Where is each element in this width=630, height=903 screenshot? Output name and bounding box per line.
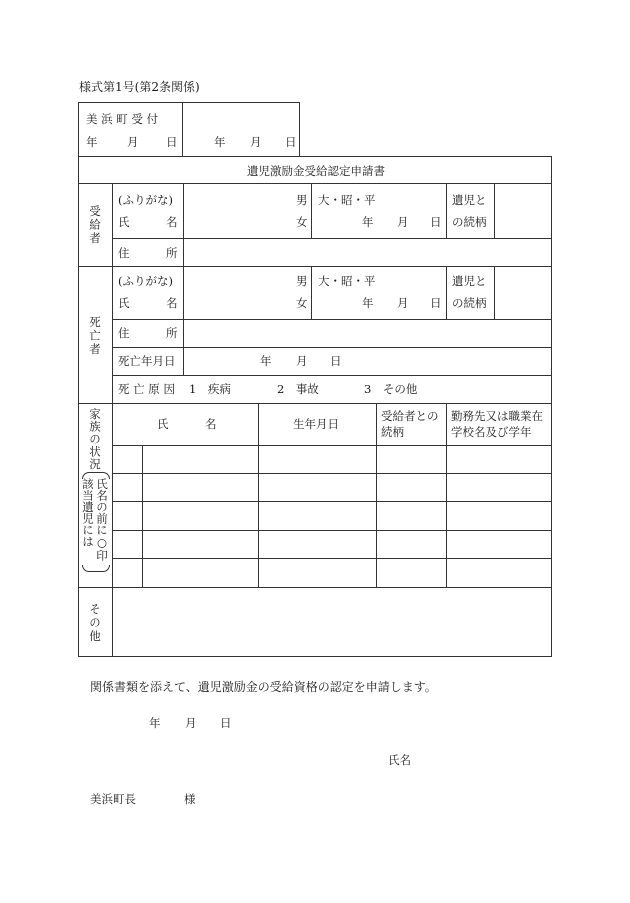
deceased-relation-divider — [446, 266, 447, 319]
deceased-address-label-2: 所 — [166, 326, 178, 340]
apply-year: 年 — [149, 716, 161, 730]
family-header-relation-1: 受給者との — [381, 409, 439, 423]
family-row-line-1 — [112, 473, 552, 474]
table-top-line — [78, 156, 552, 157]
family-note-line-2: 該当遺児には — [81, 478, 95, 547]
family-mark-divider — [142, 445, 143, 587]
death-cause-1: 1 疾病 — [189, 382, 231, 396]
death-cause-2: 2 事故 — [277, 382, 319, 396]
deceased-relation-label-1: 遺児と — [452, 274, 487, 288]
death-cause-label: 死 亡 原 因 — [118, 382, 175, 396]
deceased-era: 大・昭・平 — [318, 274, 376, 288]
family-birthdate-divider — [258, 403, 259, 587]
deceased-birth-day: 日 — [430, 296, 442, 310]
receipt-day-right: 日 — [285, 135, 297, 149]
recipient-relation-label-2: の続柄 — [452, 215, 487, 229]
deceased-furigana-label: (ふりがな) — [118, 274, 173, 288]
recipient-furigana-label: (ふりがな) — [118, 193, 173, 207]
deceased-address-label-1: 住 — [118, 326, 130, 340]
recipient-birth-year: 年 — [362, 215, 374, 229]
deceased-female: 女 — [296, 296, 308, 310]
family-relation-divider — [376, 403, 377, 587]
family-header-birthdate: 生年月日 — [293, 417, 339, 431]
apply-month: 月 — [185, 716, 197, 730]
death-date-top-line — [112, 347, 552, 348]
recipient-name-label-1: 氏 — [118, 215, 130, 229]
death-cause-top-line — [112, 375, 552, 376]
recipient-address-label-2: 所 — [166, 246, 178, 260]
recipient-address-label-1: 住 — [118, 246, 130, 260]
table-bottom-line — [78, 656, 552, 657]
deceased-section-label: 死亡者 — [88, 316, 102, 357]
family-header-name-1: 氏 — [157, 417, 169, 431]
deceased-male: 男 — [296, 274, 308, 288]
receipt-year-left: 年 — [86, 135, 98, 149]
recipient-era: 大・昭・平 — [318, 193, 376, 207]
family-section-label: 家族の状況 — [88, 408, 102, 471]
receipt-right-line — [299, 102, 300, 156]
family-note-line-1: 氏名の前に○印 — [95, 478, 109, 561]
addressee-honorific: 様 — [184, 792, 196, 806]
family-header-work-2: 学校名及び学年 — [451, 425, 532, 439]
recipient-section-label: 受給者 — [88, 205, 102, 246]
death-date-label: 死亡年月日 — [118, 354, 176, 368]
recipient-address-top-line — [112, 238, 552, 239]
deceased-section-bottom-line — [78, 403, 552, 404]
receipt-month-left: 月 — [127, 135, 139, 149]
family-note-bracket-bottom — [82, 565, 110, 572]
recipient-section-bottom-line — [78, 266, 552, 267]
family-section-bottom-line — [78, 587, 552, 588]
apply-day: 日 — [220, 716, 232, 730]
receipt-left-line — [78, 102, 79, 156]
section-label-column-line — [112, 183, 113, 657]
deceased-relation-value-divider — [494, 266, 495, 319]
recipient-sex-divider — [311, 183, 312, 238]
recipient-relation-divider — [446, 183, 447, 238]
family-header-name-2: 名 — [205, 417, 217, 431]
deceased-birth-year: 年 — [362, 296, 374, 310]
family-header-bottom-line — [112, 445, 552, 446]
receipt-divider-line — [182, 102, 183, 156]
receipt-top-line — [78, 102, 300, 103]
deceased-birth-month: 月 — [397, 296, 409, 310]
receipt-label: 美 浜 町 受 付 — [86, 112, 159, 126]
family-row-line-3 — [112, 530, 552, 531]
death-day: 日 — [330, 354, 342, 368]
recipient-female: 女 — [296, 215, 308, 229]
deceased-sex-divider — [311, 266, 312, 319]
family-header-work-1: 勤務先又は職業在 — [451, 409, 543, 423]
receipt-month-right: 月 — [250, 135, 262, 149]
family-row-line-4 — [112, 558, 552, 559]
family-work-divider — [446, 403, 447, 587]
application-statement: 関係書類を添えて、遺児激励金の受給資格の認定を申請します。 — [90, 680, 437, 694]
recipient-birth-month: 月 — [397, 215, 409, 229]
death-year: 年 — [260, 354, 272, 368]
deceased-name-label-2: 名 — [166, 296, 178, 310]
deceased-address-top-line — [112, 319, 552, 320]
recipient-name-label-2: 名 — [166, 215, 178, 229]
receipt-year-right: 年 — [214, 135, 226, 149]
other-section-label: その他 — [88, 603, 102, 644]
death-month: 月 — [296, 354, 308, 368]
deceased-name-label-1: 氏 — [118, 296, 130, 310]
recipient-relation-label-1: 遺児と — [452, 193, 487, 207]
addressee-title: 美浜町長 — [90, 792, 136, 806]
form-title: 遺児激励金受給認定申請書 — [247, 164, 385, 178]
recipient-relation-value-divider — [494, 183, 495, 238]
recipient-birth-day: 日 — [430, 215, 442, 229]
family-row-line-2 — [112, 501, 552, 502]
death-cause-3: 3 その他 — [364, 382, 418, 396]
table-right-line — [551, 156, 552, 657]
applicant-name-label: 氏名 — [388, 753, 411, 767]
receipt-day-left: 日 — [166, 135, 178, 149]
title-bottom-line — [78, 183, 552, 184]
recipient-male: 男 — [296, 193, 308, 207]
form-number: 様式第1号(第2条関係) — [79, 80, 200, 94]
family-header-relation-2: 続柄 — [381, 425, 404, 439]
deceased-relation-label-2: の続柄 — [452, 296, 487, 310]
table-left-line — [78, 156, 79, 657]
